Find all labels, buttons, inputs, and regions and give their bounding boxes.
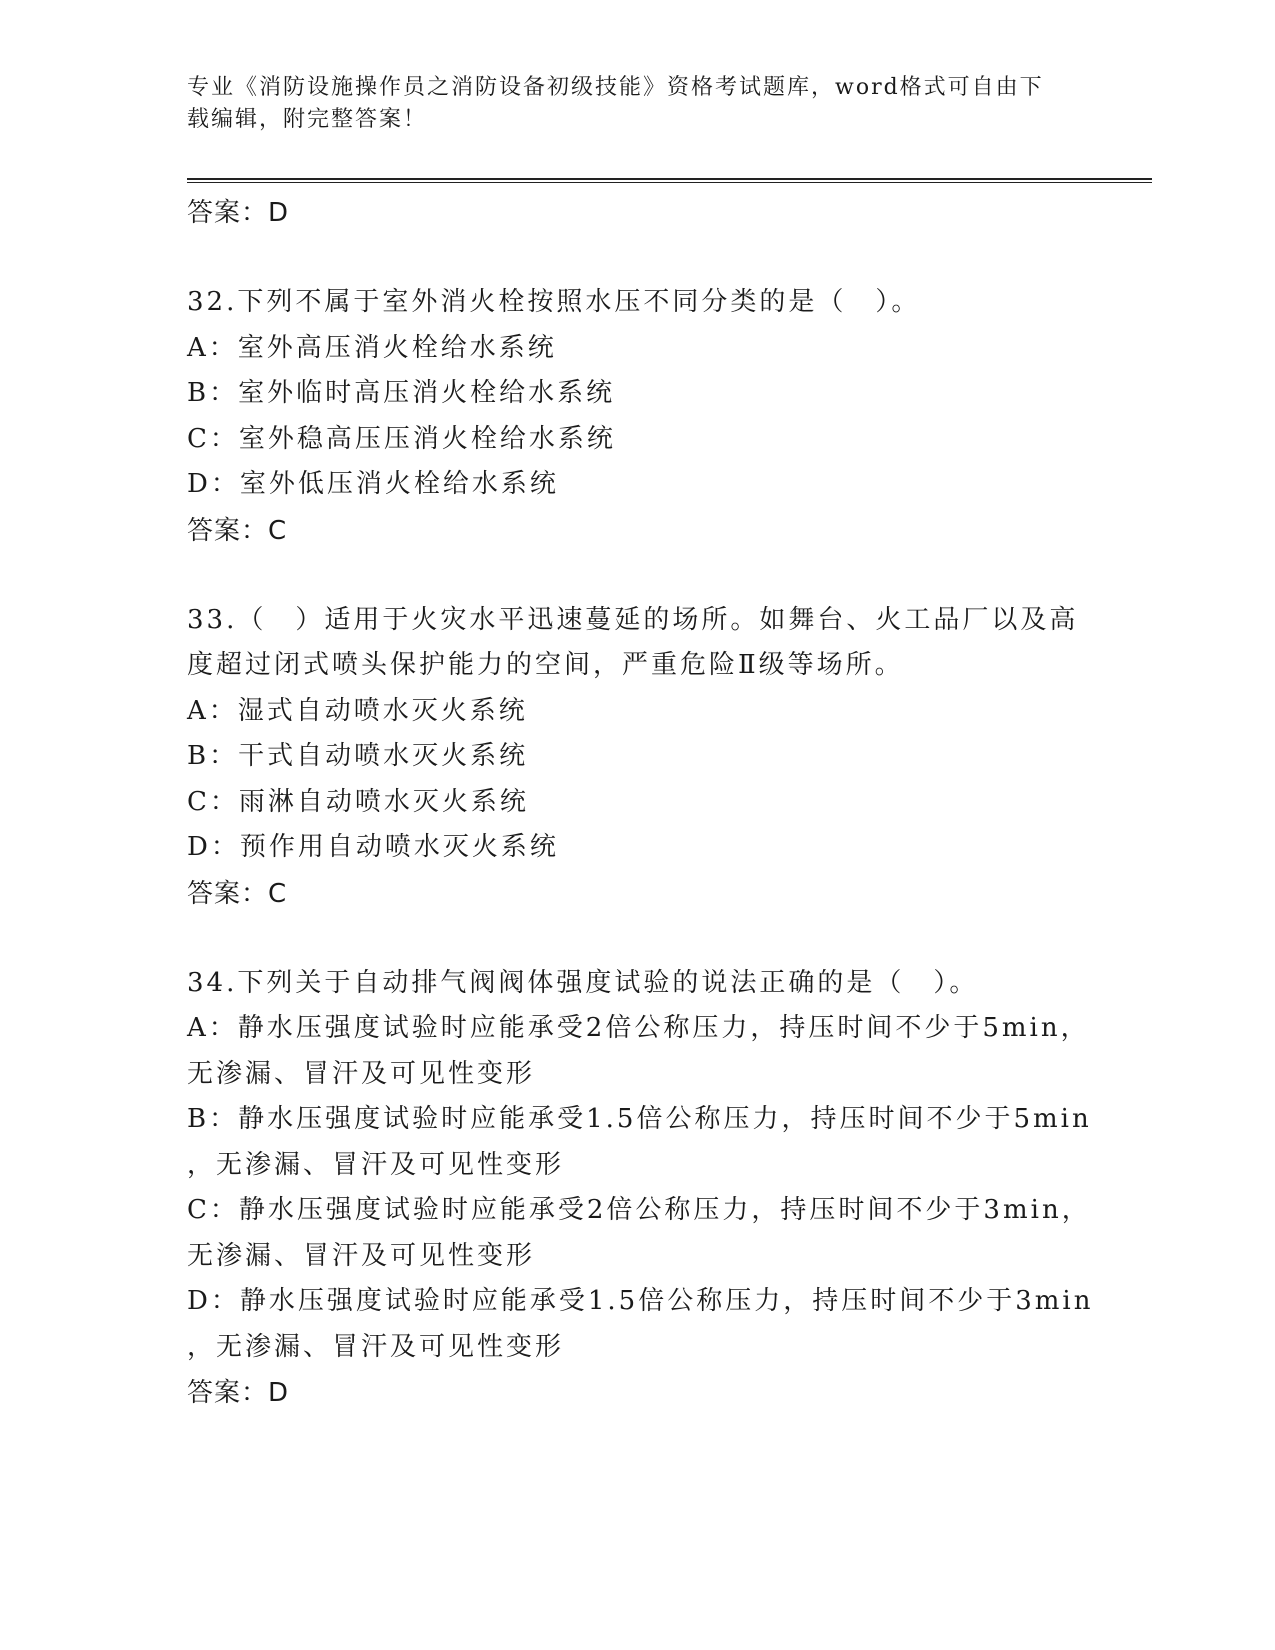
question-stem: 34.下列关于自动排气阀阀体强度试验的说法正确的是（ ）。	[187, 967, 979, 998]
answer-line: 答案：C	[187, 878, 288, 909]
option-c-continued: 无渗漏、冒汗及可见性变形	[187, 1240, 536, 1271]
option-d: D：室外低压消火栓给水系统	[187, 469, 559, 499]
option-b: B：干式自动喷水灭火系统	[187, 741, 529, 771]
option-a: A：湿式自动喷水灭火系统	[187, 695, 528, 726]
spacer	[187, 236, 1087, 280]
question-block	[187, 961, 1094, 1417]
question-stem-continued: 度超过闭式喷头保护能力的空间，严重危险Ⅱ级等场所。	[187, 650, 904, 680]
answer-line: 答案：D	[187, 1378, 290, 1408]
header-line-1: 专业《消防设施操作员之消防设备初级技能》资格考试题库，word格式可自由下	[187, 75, 1044, 100]
option-c: C：室外稳高压压消火栓给水系统	[187, 423, 616, 454]
option-c: C：静水压强度试验时应能承受2倍公称压力，持压时间不少于3min，	[187, 1195, 1091, 1225]
previous-answer: 答案：D	[187, 198, 290, 228]
spacer	[187, 917, 1087, 961]
option-d: D：静水压强度试验时应能承受1.5倍公称压力，持压时间不少于3min	[187, 1286, 1094, 1316]
option-a-continued: 无渗漏、冒汗及可见性变形	[187, 1058, 536, 1089]
option-a: A：静水压强度试验时应能承受2倍公称压力，持压时间不少于5min，	[187, 1013, 1090, 1043]
question-stem: 33.（ ）适用于火灾水平迅速蔓延的场所。如舞台、火工品厂以及高	[187, 604, 1079, 635]
option-c: C：雨淋自动喷水灭火系统	[187, 786, 529, 817]
option-d-continued: ，无渗漏、冒汗及可见性变形	[187, 1331, 565, 1362]
option-b: B：静水压强度试验时应能承受1.5倍公称压力，持压时间不少于5min	[187, 1104, 1092, 1134]
option-a: A：室外高压消火栓给水系统	[187, 332, 557, 363]
question-stem: 32.下列不属于室外消火栓按照水压不同分类的是（ ）。	[187, 287, 921, 317]
header-divider	[187, 178, 1152, 183]
question-block	[187, 280, 1087, 554]
question-list	[187, 190, 1094, 1416]
answer-line: 答案：C	[187, 515, 288, 546]
spacer	[187, 554, 1087, 598]
option-b: B：室外临时高压消火栓给水系统	[187, 378, 616, 408]
option-b-continued: ，无渗漏、冒汗及可见性变形	[187, 1149, 565, 1180]
option-d: D：预作用自动喷水灭火系统	[187, 832, 559, 862]
document-header	[187, 72, 1087, 136]
question-block	[187, 598, 1087, 917]
header-line-2: 载编辑，附完整答案！	[187, 107, 428, 132]
